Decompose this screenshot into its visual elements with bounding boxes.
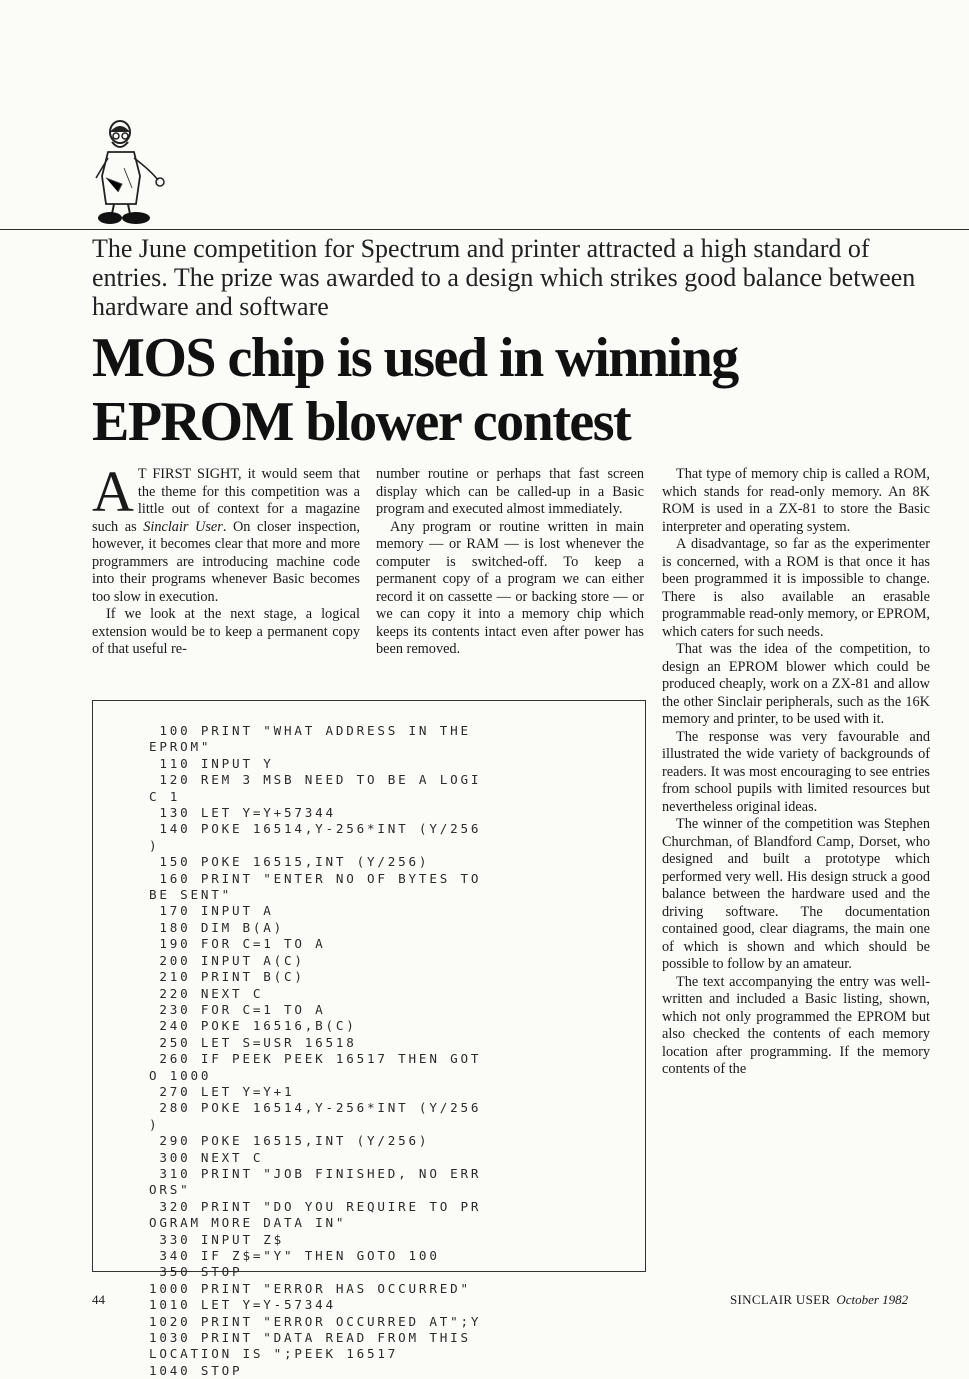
basic-listing-box [92, 700, 646, 1378]
paragraph: That type of memory chip is called a ROM, which stands for read-only memory. An 8K ROM is used in a ZX-81 to store the Basic interpreter and operating system. [662, 466, 930, 535]
standfirst: The June competition for Spectrum and printer attracted a high standard of entries. The prize was awarded to a design which strikes good balance between hardware and software [92, 234, 916, 321]
article-column-2 [376, 466, 644, 659]
headline-line-2: EPROM blower contest [92, 391, 631, 453]
paragraph: Any program or routine written in main memory — or RAM — is lost whenever the computer is switched-off. To keep a permanent copy of a program we can either record it on cassette — or backing store — or we can copy it into a memory chip which keeps its contents intact even after power has been removed. [376, 518, 644, 657]
page-number: 44 [92, 1292, 105, 1307]
article-column-3 [662, 466, 930, 1079]
footer-masthead [730, 1292, 908, 1308]
article-column-1 [92, 459, 361, 659]
magazine-name: Sinclair User [143, 518, 223, 535]
paragraph: If we look at the next stage, a logical extension would be to keep a permanent copy of that useful re- [92, 606, 360, 657]
paragraph: A T FIRST SIGHT, it would seem that the theme for this competition was a little out of context for a magazine such as Sinclair User. On closer inspection, however, it becomes clear that more and more programmers are introducing machine code into their programs whenever Basic becomes too slow in execution. [92, 459, 361, 605]
paragraph: The text accompanying the entry was well-written and included a Basic listing, shown, which not only programmed the EPROM but also checked the contents of each memory location after programming. If the memory contents of the [662, 973, 930, 1077]
paragraph: The response was very favourable and illustrated the wide variety of backgrounds of readers. It was most encouraging to see entries from school pupils with limited resources but nevertheless original ideas. [662, 728, 930, 815]
basic-program-listing: 100 PRINT "WHAT ADDRESS IN THE EPROM" 110 INPUT Y 120 REM 3 MSB NEED TO BE A LOGI C 1 130 LET Y=Y+57344 140 POKE 16514,Y-256*INT (Y/256 ) 150 POKE 16515,INT (Y/256) 160 PRINT "ENTER NO OF BYTES TO BE SENT" 170 INPUT A 180 DIM B(A) 190 FOR C=1 TO A 200 INPUT A(C) 210 PRINT B(C) 220 NEXT C 230 FOR C=1 TO A 240 POKE 16516,B(C) 250 LET S=USR 16518 260 IF PEEK PEEK 16517 THEN GOT O 1000 270 LET Y=Y+1 280 POKE 16514,Y-256*INT (Y/256 ) 290 POKE 16515,INT (Y/256) 300 NEXT C 310 PRINT "JOB FINISHED, NO ERR ORS" 320 PRINT "DO YOU REQUIRE TO PR OGRAM MORE DATA IN" 330 INPUT Z$ 340 IF Z$="Y" THEN GOTO 100 350 STOP 1000 PRINT "ERROR HAS OCCURRED" 1010 LET Y=Y-57344 1020 PRINT "ERROR OCCURRED AT";Y 1030 PRINT "DATA READ FROM THIS LOCATION IS ";PEEK 16517 1040 STOP [149, 723, 482, 1378]
paragraph: number routine or perhaps that fast screen display which can be called-up in a Basic program and executed almost immediately. [376, 466, 644, 517]
headline [92, 326, 952, 454]
footer-issue: October 1982 [836, 1292, 909, 1307]
drop-cap: A [92, 459, 134, 524]
paragraph: A disadvantage, so far as the experimenter is concerned, with a ROM is that once it has been programmed it is impossible to change. There is also available an erasable programmable read-only memory, or EPROM, which caters for such needs. [662, 536, 930, 640]
paragraph: That was the idea of the competition, to design an EPROM blower which could be produced cheaply, work on a ZX-81 and allow the other Sinclair peripherals, such as the 16K memory and printer, to be used with it. [662, 641, 930, 727]
professor-mascot-illustration [92, 118, 172, 226]
paragraph: The winner of the competition was Stephen Churchman, of Blandford Camp, Dorset, who designed and built a prototype which performed very well. His design struck a good balance between the hardware used and the driving software. The documentation contained good, clear diagrams, the main one of which is shown and which should be possible to follow by an amateur. [662, 816, 930, 972]
header-rule [0, 229, 969, 230]
footer-magazine: SINCLAIR USER [730, 1292, 831, 1307]
headline-line-1: MOS chip is used in winning [92, 327, 738, 389]
